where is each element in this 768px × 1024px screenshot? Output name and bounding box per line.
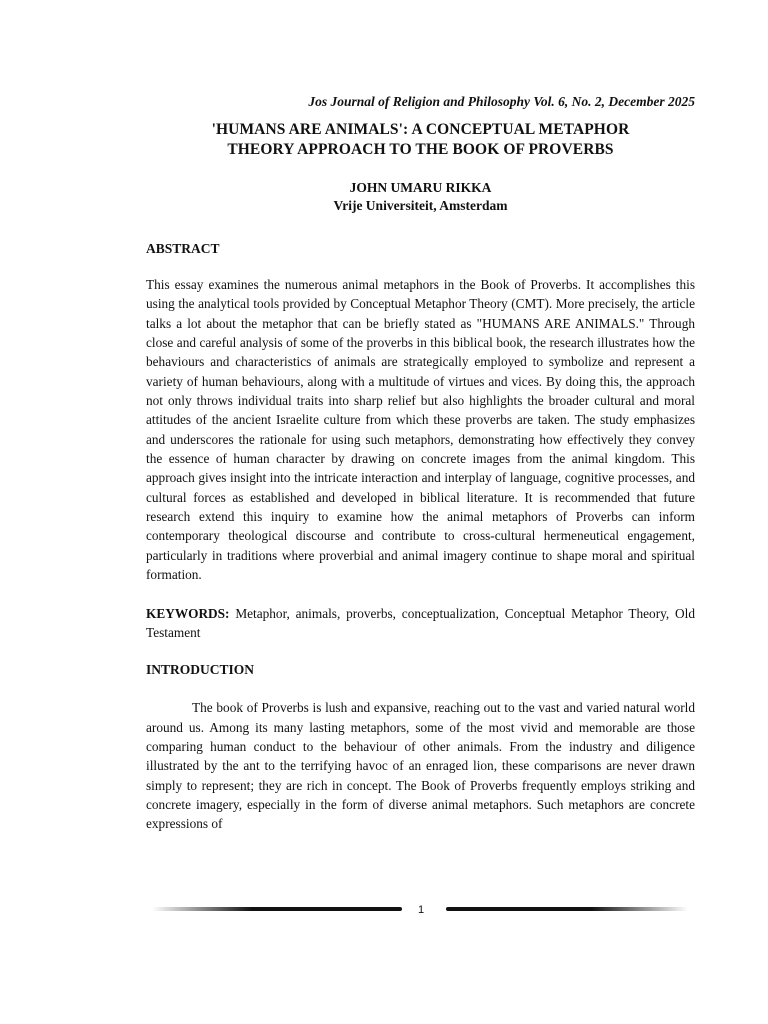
introduction-heading: INTRODUCTION bbox=[146, 662, 255, 678]
abstract-body: This essay examines the numerous animal metaphors in the Book of Proverbs. It accomplishes this using the analytical tools provided by Conceptual Metaphor Theory (CMT). More precisely, the article talks a lot about the metaphor that can be briefly stated as "HUMANS ARE ANIMALS." Through close and careful analysis of some of the proverbs in this biblical book, the research illustrates how the behaviours and characteristics of animals are strategically employed to symbolize and represent a variety of human behaviours, along with a multitude of virtues and vices. By doing this, the approach not only throws individual traits into sharp relief but also highlights the broader cultural and moral attitudes of the ancient Israelite culture from which these proverbs are taken. The study emphasizes and underscores the rationale for using such metaphors, demonstrating how effectively they convey the essence of human character by drawing on concrete images from the animal kingdom. This approach gives insight into the intricate interaction and interplay of language, cognitive processes, and cultural forces as established and developed in biblical literature. It is recommended that future research extend this inquiry to examine how the animal metaphors of Proverbs can inform contemporary theological discourse and contribute to cross-cultural hermeneutical engagement, particularly in traditions where proverbial and animal imagery continue to shape moral and spiritual formation. bbox=[146, 277, 695, 583]
author-affiliation: Vrije Universiteit, Amsterdam bbox=[333, 198, 508, 213]
author-block bbox=[146, 179, 695, 215]
paper-page bbox=[146, 90, 695, 834]
article-title-line-1: 'HUMANS ARE ANIMALS': A CONCEPTUAL METAPHOR bbox=[211, 121, 630, 138]
page-number: 1 bbox=[417, 904, 425, 916]
introduction-body: The book of Proverbs is lush and expansive, reaching out to the vast and varied natural world around us. Among its many lasting metaphors, some of the most vivid and memorable are those comparing human conduct to the behaviour of other animals. From the industry and diligence illustrated by the ant to the terrifying havoc of an enraged lion, these comparisons are never drawn simply to represent; they are rich in concept. The Book of Proverbs frequently employs striking and concrete imagery, especially in the form of diverse animal metaphors. Such metaphors are concrete expressions of bbox=[146, 700, 695, 832]
article-title-line-2: THEORY APPROACH TO THE BOOK OF PROVERBS bbox=[227, 141, 614, 158]
footer-rule-right bbox=[446, 907, 688, 911]
keywords-paragraph bbox=[146, 604, 695, 643]
keywords-label: KEYWORDS: bbox=[146, 605, 230, 621]
author-name: JOHN UMARU RIKKA bbox=[349, 180, 492, 195]
abstract-heading: ABSTRACT bbox=[146, 241, 220, 256]
article-title bbox=[146, 120, 695, 160]
page-footer bbox=[152, 902, 688, 920]
footer-rule-left bbox=[152, 907, 402, 911]
keywords-list: Metaphor, animals, proverbs, conceptualization, Conceptual Metaphor Theory, Old Testament bbox=[146, 605, 695, 640]
journal-header: Jos Journal of Religion and Philosophy Vol. 6, No. 2, December 2025 bbox=[308, 94, 695, 109]
